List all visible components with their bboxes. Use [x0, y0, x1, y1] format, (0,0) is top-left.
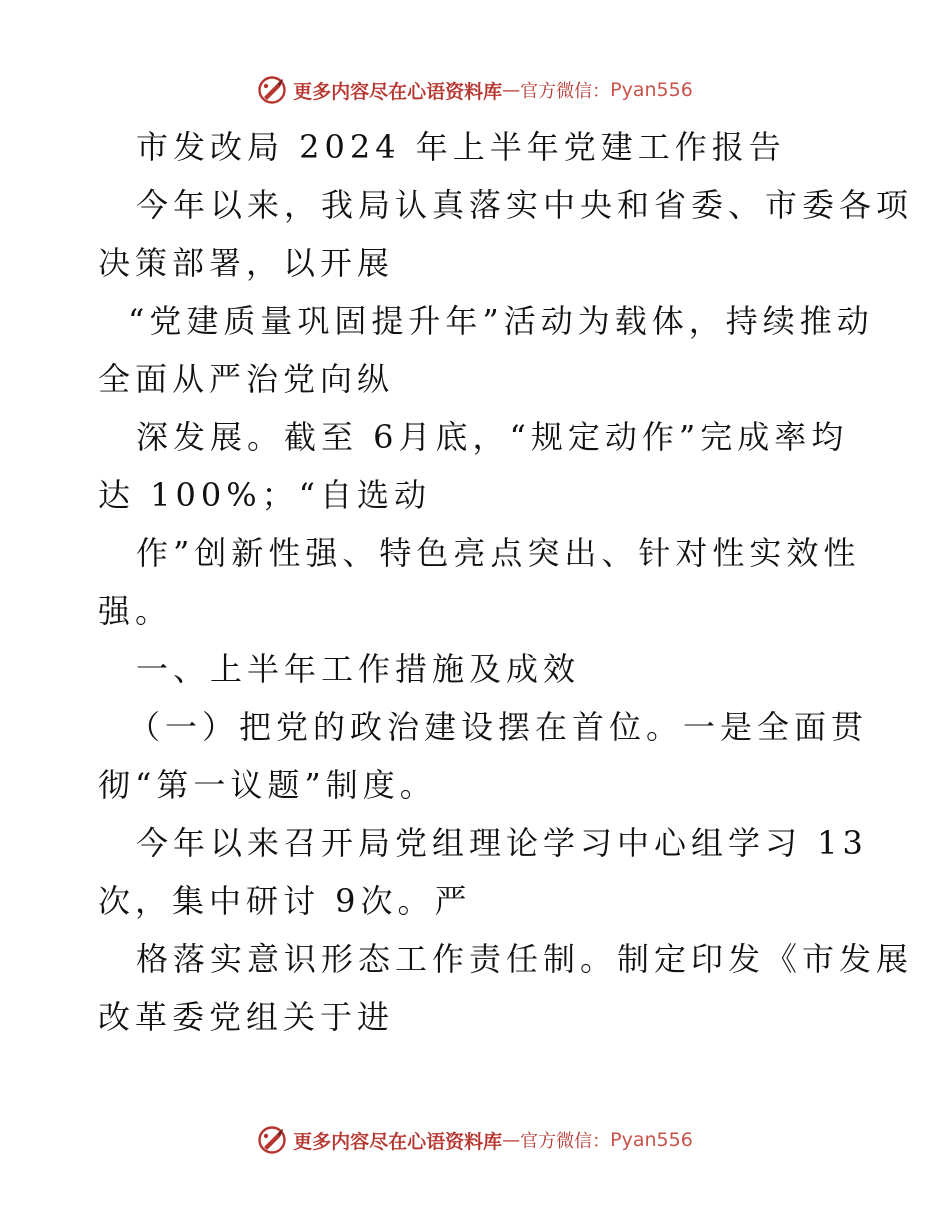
watermark-text: 更多内容尽在心语资料库	[293, 80, 503, 103]
watermark-wechat-label: 官方微信：	[520, 1131, 611, 1152]
paragraph-line: 今年以来召开局党组理论学习中心组学习 13	[136, 824, 868, 862]
paragraph-line: “党建质量巩固提升年”活动为载体，持续推动	[128, 302, 874, 340]
paragraph-line: 深发展。截至 6月底，“规定动作”完成率均	[136, 418, 849, 456]
footer-watermark	[0, 1120, 950, 1160]
paragraph-line: 次，集中研讨 9次。严	[98, 882, 472, 920]
watermark-dash: —	[502, 1129, 521, 1151]
watermark-wechat-id: Pyan556	[610, 79, 693, 101]
watermark-dash: —	[502, 79, 521, 101]
paragraph-line: 全面从严治党向纵	[98, 360, 395, 398]
watermark-wechat-label: 官方微信：	[520, 81, 611, 102]
quill-pen-logo-icon	[257, 1125, 287, 1155]
document-body	[98, 118, 914, 1046]
paragraph-line: 今年以来，我局认真落实中央和省委、市委各项	[136, 186, 914, 224]
subsection-heading: （一）把党的政治建设摆在首位。一是全面贯	[128, 708, 869, 746]
paragraph-line: 彻“第一议题”制度。	[98, 766, 437, 804]
header-watermark	[0, 70, 950, 110]
paragraph-line: 达 100%；“自选动	[98, 476, 432, 514]
paragraph-line: 改革委党组关于进	[98, 998, 395, 1036]
paragraph-line: 强。	[98, 592, 173, 630]
paragraph-line: 决策部署，以开展	[98, 244, 395, 282]
watermark-text: 更多内容尽在心语资料库	[293, 1130, 503, 1153]
section-heading: 一、上半年工作措施及成效	[136, 650, 581, 688]
document-title: 市发改局 2024 年上半年党建工作报告	[136, 128, 786, 166]
quill-pen-logo-icon	[257, 75, 287, 105]
paragraph-line: 作”创新性强、特色亮点突出、针对性实效性	[136, 534, 861, 572]
paragraph-line: 格落实意识形态工作责任制。制定印发《市发展	[136, 940, 914, 978]
watermark-wechat-id: Pyan556	[610, 1129, 693, 1151]
